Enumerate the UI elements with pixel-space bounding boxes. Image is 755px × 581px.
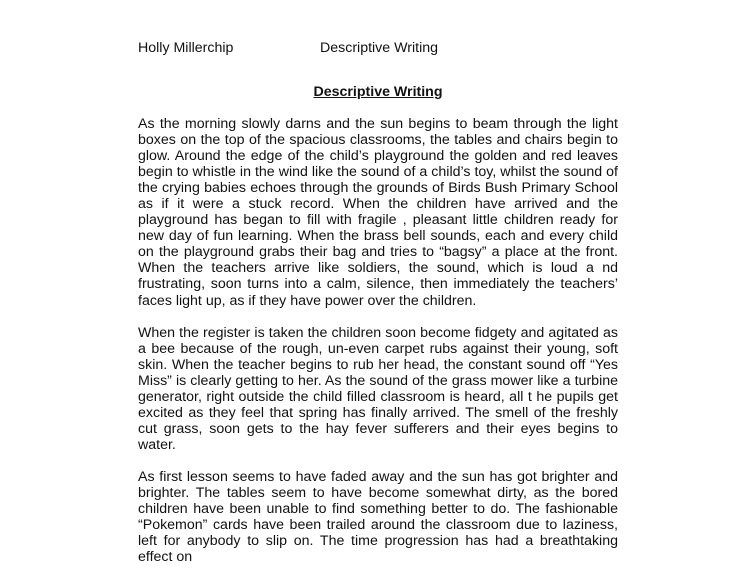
paragraph-1: As the morning slowly darns and the sun begins to beam through the light boxes on the top of the spacious classrooms, the tables and chairs begin to glow. Around the edge of the child’s playground the golden and red leaves begin to whistle in the wind like the sound of a child’s toy, whilst the sound of the crying babies echoes through the grounds of Birds Bush Primary School as if it were a stuck record. When the children have arrived and the playground has began to fill with fragile , pleasant little children ready for new day of fun learning. When the brass bell sounds, each and every child on the playground grabs their bag and tries to “bagsy” a place at the front. When the teachers arrive like soldiers, the sound, which is loud a nd frustrating, soon turns into a calm, silence, then immediately the teachers’ faces light up, as if they have power over the children. [138,116,618,309]
document-body [138,116,618,581]
page-header [138,40,618,60]
paragraph-2: When the register is taken the children soon become fidgety and agitated as a bee because of the rough, un-even carpet rubs against their young, soft skin. When the teacher begins to rub her head, the constant sound off “Yes Miss” is clearly getting to her. As the sound of the grass mower like a turbine generator, right outside the child filled classroom is heard, all t he pupils get excited as they feel that spring has finally arrived. The smell of the freshly cut grass, soon gets to the hay fever sufferers and their eyes begins to water. [138,324,618,453]
header-doc-label: Descriptive Writing [320,40,438,56]
paragraph-3: As first lesson seems to have faded away and the sun has got brighter and brighter. The tables seem to have become somewhat dirty, as the bored children have been unable to find something better to do. The fashionable “Pokemon” cards have been trailed around the classroom due to laziness, left for anybody to slip on. The time progression has had a breathtaking effect on [138,468,618,566]
document-title: Descriptive Writing [313,84,443,100]
author-name: Holly Millerchip [138,40,234,56]
